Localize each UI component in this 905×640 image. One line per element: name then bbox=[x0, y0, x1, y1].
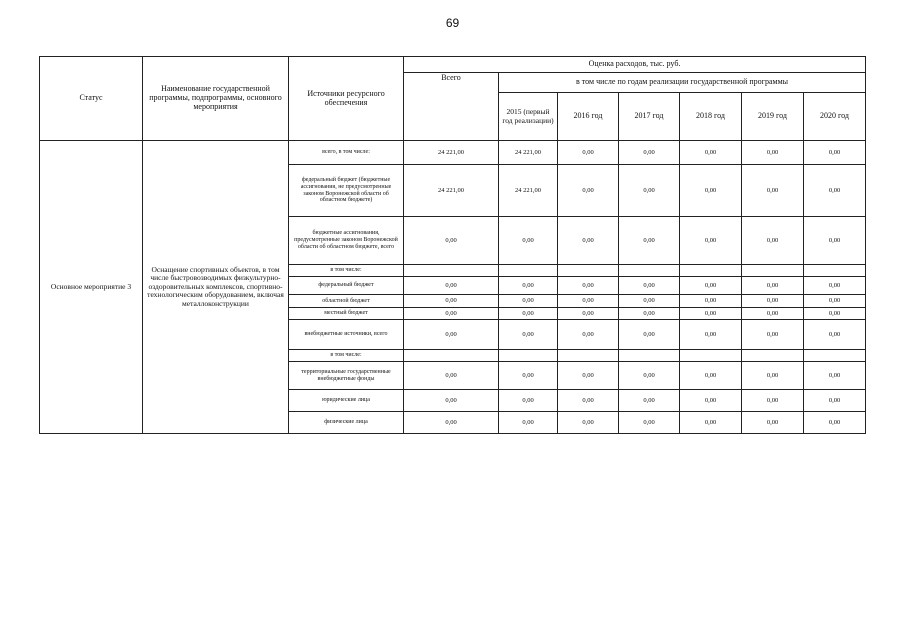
source-cell: в том числе: bbox=[289, 265, 404, 277]
value-cell-2018: 0,00 bbox=[680, 165, 742, 217]
source-cell: местный бюджет bbox=[289, 308, 404, 320]
value-cell-2015: 24 221,00 bbox=[499, 141, 558, 165]
value-cell-total: 0,00 bbox=[404, 390, 499, 412]
header-year-2017: 2017 год bbox=[619, 93, 680, 141]
value-cell-2019: 0,00 bbox=[742, 165, 804, 217]
value-cell-total: 0,00 bbox=[404, 362, 499, 390]
value-cell-total: 0,00 bbox=[404, 412, 499, 434]
value-cell-2018: 0,00 bbox=[680, 412, 742, 434]
value-cell-2015: 0,00 bbox=[499, 362, 558, 390]
value-cell-2016: 0,00 bbox=[558, 320, 619, 350]
value-cell-2015: 0,00 bbox=[499, 412, 558, 434]
value-cell-2019: 0,00 bbox=[742, 308, 804, 320]
value-cell-2017 bbox=[619, 265, 680, 277]
header-year-2019: 2019 год bbox=[742, 93, 804, 141]
value-cell-2016: 0,00 bbox=[558, 362, 619, 390]
value-cell-2015: 0,00 bbox=[499, 320, 558, 350]
value-cell-2015: 0,00 bbox=[499, 308, 558, 320]
header-total: Всего bbox=[404, 73, 499, 141]
page-number: 69 bbox=[445, 16, 460, 30]
value-cell-total: 0,00 bbox=[404, 277, 499, 295]
header-program-name: Наименование государственной программы, подпрограммы, основного мероприятия bbox=[143, 57, 289, 141]
value-cell-2020: 0,00 bbox=[804, 412, 866, 434]
value-cell-2020: 0,00 bbox=[804, 390, 866, 412]
value-cell-total: 0,00 bbox=[404, 320, 499, 350]
activity-status: Основное мероприятие 3 bbox=[40, 141, 143, 434]
value-cell-2018: 0,00 bbox=[680, 217, 742, 265]
header-estimate: Оценка расходов, тыс. руб. bbox=[404, 57, 866, 73]
value-cell-2016: 0,00 bbox=[558, 165, 619, 217]
value-cell-2016: 0,00 bbox=[558, 308, 619, 320]
value-cell-total bbox=[404, 350, 499, 362]
value-cell-2017: 0,00 bbox=[619, 362, 680, 390]
value-cell-2018 bbox=[680, 265, 742, 277]
header-year-2020: 2020 год bbox=[804, 93, 866, 141]
header-year-2015: 2015 (первый год реализации) bbox=[499, 93, 558, 141]
table-row bbox=[40, 141, 866, 165]
value-cell-total: 0,00 bbox=[404, 308, 499, 320]
header-by-years: в том числе по годам реализации государственной программы bbox=[499, 73, 866, 93]
value-cell-2017: 0,00 bbox=[619, 390, 680, 412]
value-cell-2019: 0,00 bbox=[742, 362, 804, 390]
value-cell-2019 bbox=[742, 350, 804, 362]
value-cell-2018: 0,00 bbox=[680, 295, 742, 308]
value-cell-2016: 0,00 bbox=[558, 141, 619, 165]
value-cell-2015: 0,00 bbox=[499, 295, 558, 308]
value-cell-2018: 0,00 bbox=[680, 390, 742, 412]
source-cell: территориальные государственные внебюджетные фонды bbox=[289, 362, 404, 390]
value-cell-2019: 0,00 bbox=[742, 295, 804, 308]
value-cell-2015: 0,00 bbox=[499, 277, 558, 295]
value-cell-2017: 0,00 bbox=[619, 165, 680, 217]
value-cell-2016: 0,00 bbox=[558, 277, 619, 295]
source-cell: областной бюджет bbox=[289, 295, 404, 308]
value-cell-2018: 0,00 bbox=[680, 308, 742, 320]
value-cell-2015 bbox=[499, 265, 558, 277]
value-cell-total: 24 221,00 bbox=[404, 165, 499, 217]
value-cell-total: 24 221,00 bbox=[404, 141, 499, 165]
value-cell-2018: 0,00 bbox=[680, 362, 742, 390]
value-cell-2017: 0,00 bbox=[619, 277, 680, 295]
value-cell-2016 bbox=[558, 265, 619, 277]
header-year-2018: 2018 год bbox=[680, 93, 742, 141]
source-cell: юридические лица bbox=[289, 390, 404, 412]
value-cell-2017: 0,00 bbox=[619, 308, 680, 320]
value-cell-2015: 0,00 bbox=[499, 217, 558, 265]
source-cell: в том числе: bbox=[289, 350, 404, 362]
value-cell-2019: 0,00 bbox=[742, 320, 804, 350]
source-cell: федеральный бюджет (бюджетные ассигнования, не предусмотренные законом Воронежской области об областном бюджете) bbox=[289, 165, 404, 217]
value-cell-2016: 0,00 bbox=[558, 390, 619, 412]
value-cell-2017: 0,00 bbox=[619, 217, 680, 265]
value-cell-2019: 0,00 bbox=[742, 412, 804, 434]
source-cell: федеральный бюджет bbox=[289, 277, 404, 295]
value-cell-2020: 0,00 bbox=[804, 141, 866, 165]
value-cell-2019: 0,00 bbox=[742, 217, 804, 265]
value-cell-2019: 0,00 bbox=[742, 390, 804, 412]
value-cell-2019: 0,00 bbox=[742, 141, 804, 165]
value-cell-2017 bbox=[619, 350, 680, 362]
value-cell-total: 0,00 bbox=[404, 217, 499, 265]
value-cell-2018: 0,00 bbox=[680, 320, 742, 350]
value-cell-2016: 0,00 bbox=[558, 412, 619, 434]
value-cell-total bbox=[404, 265, 499, 277]
source-cell: всего, в том числе: bbox=[289, 141, 404, 165]
value-cell-2020: 0,00 bbox=[804, 308, 866, 320]
value-cell-2020: 0,00 bbox=[804, 320, 866, 350]
value-cell-2016 bbox=[558, 350, 619, 362]
value-cell-2018: 0,00 bbox=[680, 141, 742, 165]
value-cell-2017: 0,00 bbox=[619, 412, 680, 434]
value-cell-2019 bbox=[742, 265, 804, 277]
activity-name: Оснащение спортивных объектов, в том числе быстровозводимых физкультурно-оздоровительных комплексов, спортивно-технологическим оборудованием, включая металлоконструкции bbox=[143, 141, 289, 434]
header-status: Статус bbox=[40, 57, 143, 141]
source-cell: бюджетные ассигнования, предусмотренные законом Воронежской области об областном бюджете, всего bbox=[289, 217, 404, 265]
value-cell-2020: 0,00 bbox=[804, 277, 866, 295]
source-cell: внебюджетные источники, всего bbox=[289, 320, 404, 350]
value-cell-2017: 0,00 bbox=[619, 141, 680, 165]
source-cell: физические лица bbox=[289, 412, 404, 434]
value-cell-2020: 0,00 bbox=[804, 295, 866, 308]
value-cell-2020: 0,00 bbox=[804, 165, 866, 217]
header-year-2016: 2016 год bbox=[558, 93, 619, 141]
value-cell-total: 0,00 bbox=[404, 295, 499, 308]
header-sources: Источники ресурсного обеспечения bbox=[289, 57, 404, 141]
value-cell-2015: 0,00 bbox=[499, 390, 558, 412]
value-cell-2018: 0,00 bbox=[680, 277, 742, 295]
value-cell-2018 bbox=[680, 350, 742, 362]
value-cell-2020 bbox=[804, 265, 866, 277]
value-cell-2020: 0,00 bbox=[804, 217, 866, 265]
value-cell-2016: 0,00 bbox=[558, 217, 619, 265]
value-cell-2015: 24 221,00 bbox=[499, 165, 558, 217]
value-cell-2016: 0,00 bbox=[558, 295, 619, 308]
value-cell-2017: 0,00 bbox=[619, 295, 680, 308]
value-cell-2020: 0,00 bbox=[804, 362, 866, 390]
value-cell-2017: 0,00 bbox=[619, 320, 680, 350]
value-cell-2020 bbox=[804, 350, 866, 362]
value-cell-2019: 0,00 bbox=[742, 277, 804, 295]
resource-table bbox=[39, 56, 866, 434]
value-cell-2015 bbox=[499, 350, 558, 362]
